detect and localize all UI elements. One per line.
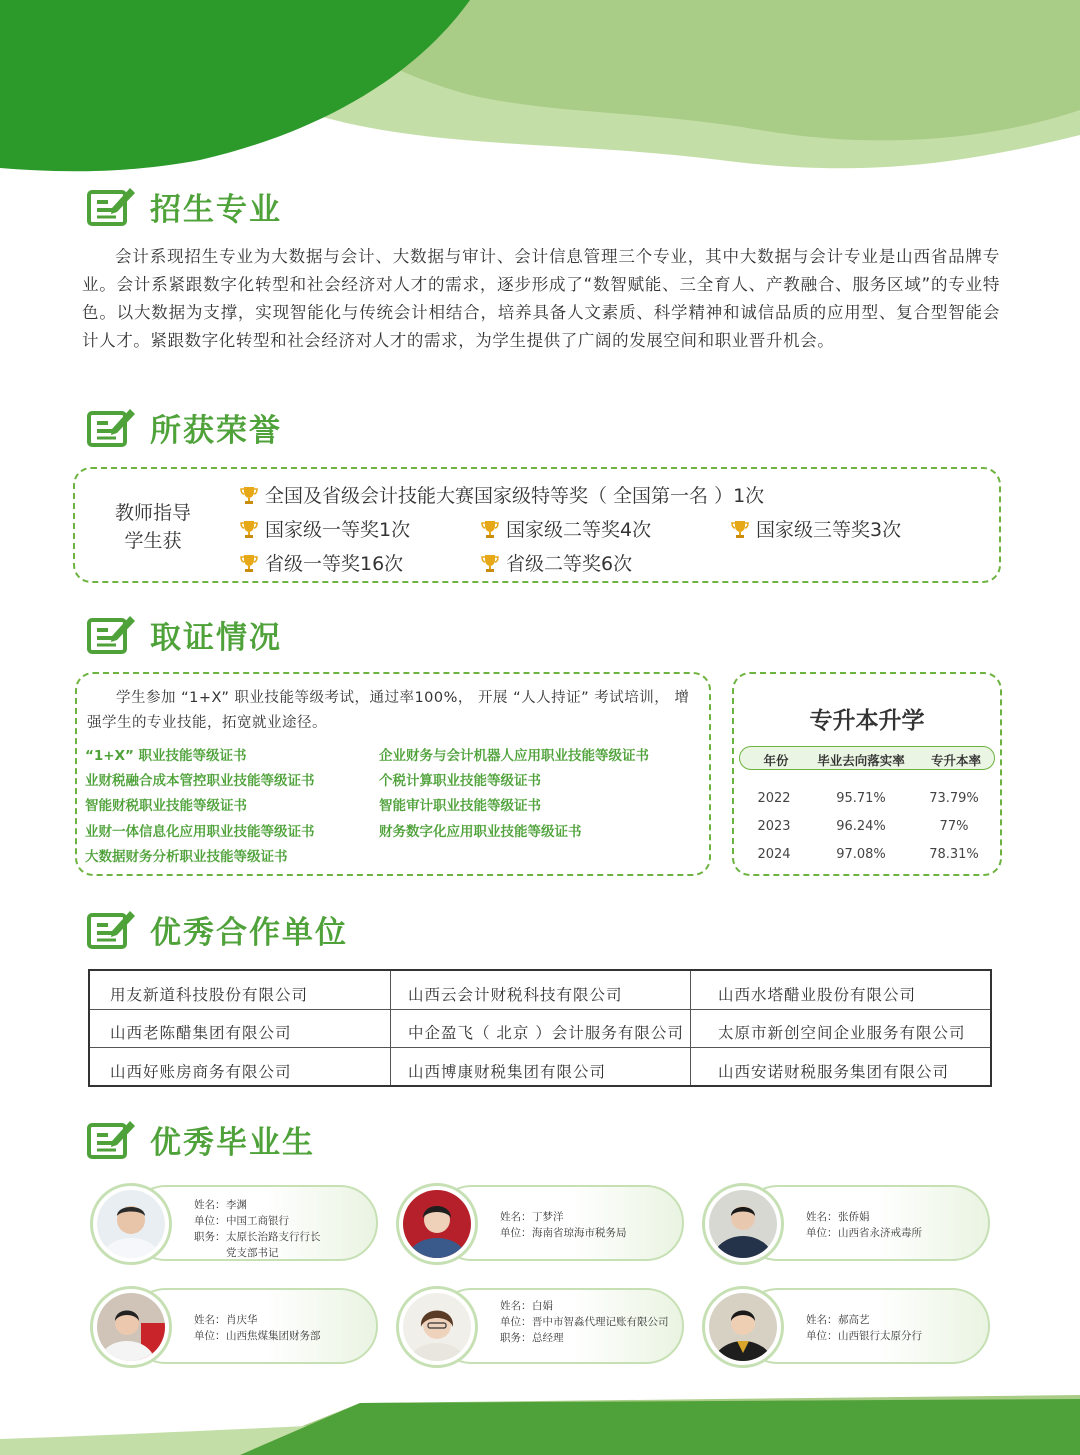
header-employment-rate: 毕业去向落实率 <box>817 753 905 768</box>
graduate-name: 张侨娟 <box>838 1211 870 1223</box>
section-title-partners: 优秀合作单位 <box>150 914 348 951</box>
graduate-name: 李渊 <box>226 1199 247 1211</box>
partner-cell: 山西老陈醋集团有限公司 <box>110 1024 292 1042</box>
section-title-honors: 所获荣誉 <box>150 412 282 449</box>
honors-label: 教师指导 学生获 <box>114 502 191 552</box>
certs-box <box>75 672 711 876</box>
graduate-name: 丁梦洋 <box>532 1211 564 1223</box>
upgrade-title: 专升本升学 <box>809 708 925 734</box>
bottom-decoration <box>0 1395 1080 1455</box>
table-cell: 73.79% <box>929 791 979 806</box>
graduate-card <box>702 1286 990 1366</box>
graduate-unit: 晋中市智淼代理记账有限公司 <box>532 1316 669 1328</box>
partners-table <box>88 969 992 1087</box>
graduate-info: 姓名： 李渊 单位： 中国工商银行 职务： 太原长治路支行行长 党支部书记 <box>194 1199 321 1259</box>
graduate-card <box>396 1286 684 1366</box>
partner-cell: 用友新道科技股份有限公司 <box>110 986 309 1004</box>
section-header-majors <box>86 182 282 230</box>
header-year: 年份 <box>763 753 789 768</box>
table-cell: 2023 <box>757 819 791 834</box>
graduate-unit: 山西银行太原分行 <box>838 1330 922 1342</box>
upgrade-box <box>732 672 1002 876</box>
section-header-partners <box>86 905 348 953</box>
partner-cell: 山西安诺财税服务集团有限公司 <box>718 1063 950 1081</box>
graduate-unit: 山西焦煤集团财务部 <box>226 1330 321 1342</box>
graduate-unit: 中国工商银行 <box>226 1215 289 1227</box>
cert-item: 智能财税职业技能等级证书 <box>85 798 247 814</box>
edit-document-icon <box>86 612 136 656</box>
section-title-graduates: 优秀毕业生 <box>150 1124 315 1161</box>
graduate-info: 姓名： 丁梦洋 单位： 海南省琼海市税务局 <box>500 1211 627 1239</box>
trophy-icon <box>239 485 259 505</box>
graduate-info: 姓名： 张侨娟 单位： 山西省永济戒毒所 <box>806 1211 922 1239</box>
graduate-post: 总经理 <box>532 1332 564 1344</box>
graduate-post: 党支部书记 <box>226 1247 279 1259</box>
table-cell: 96.24% <box>836 819 886 834</box>
graduate-card <box>702 1183 990 1263</box>
graduate-name: 肖庆华 <box>226 1314 258 1326</box>
cert-item: 业财一体信息化应用职业技能等级证书 <box>85 824 315 840</box>
partner-cell: 中企盈飞（ 北京 ）会计服务有限公司 <box>408 1024 684 1042</box>
graduate-photo <box>403 1190 471 1258</box>
certs-intro: 学生参加 “1+X” 职业技能等级考试，通过率100%， 开展 “人人持证” 考试培训， 增强学生的专业技能，拓宽就业途径。 <box>87 690 690 731</box>
section-title-certs: 取证情况 <box>150 619 282 656</box>
honor-item: 全国及省级会计技能大赛国家级特等奖（ 全国第一名 ）1次 <box>239 481 764 508</box>
cert-item: 大数据财务分析职业技能等级证书 <box>85 849 288 865</box>
cert-item: 业财税融合成本管控职业技能等级证书 <box>85 773 315 789</box>
graduate-unit: 海南省琼海市税务局 <box>532 1227 627 1239</box>
honor-item: 省级二等奖6次 <box>480 549 632 576</box>
table-cell: 77% <box>939 819 969 834</box>
table-cell: 97.08% <box>836 847 886 862</box>
graduate-photo <box>97 1190 165 1258</box>
honor-item: 国家级一等奖1次 <box>239 515 410 542</box>
cert-item: 个税计算职业技能等级证书 <box>379 773 541 789</box>
trophy-icon <box>239 553 259 573</box>
partner-cell: 山西博康财税集团有限公司 <box>408 1063 607 1081</box>
header-upgrade-rate: 专升本率 <box>930 753 981 768</box>
graduate-card <box>90 1183 378 1263</box>
section-header-graduates <box>86 1115 315 1163</box>
trophy-icon <box>239 519 259 539</box>
trophy-icon <box>730 519 750 539</box>
graduate-info: 姓名： 肖庆华 单位： 山西焦煤集团财务部 <box>194 1314 321 1342</box>
partner-cell: 山西好账房商务有限公司 <box>110 1063 292 1081</box>
majors-intro: 会计系现招生专业为大数据与会计、大数据与审计、会计信息管理三个专业，其中大数据与会计专业是山西省品牌专业。会计系紧跟数字化转型和社会经济对人才的需求，逐步形成了“数智赋能、三全育人、产教融合、服务区域”的专业特色。以大数据为支撑，实现智能化与传统会计相结合，培养具备人文素质、科学精神和诚信品质的应用型、复合型智能会计人才。紧跟数字化转型和社会经济对人才的需求，为学生提供了广阔的发展空间和职业晋升机会。 <box>82 247 1000 350</box>
cert-item: 企业财务与会计机器人应用职业技能等级证书 <box>379 748 649 764</box>
graduate-name: 白娟 <box>532 1300 553 1312</box>
graduate-info: 姓名： 白娟 单位： 晋中市智淼代理记账有限公司 职务： 总经理 <box>500 1300 669 1344</box>
graduate-photo <box>709 1293 777 1361</box>
graduate-card <box>396 1183 684 1263</box>
cert-item: “1+X” 职业技能等级证书 <box>85 748 247 764</box>
honors-box <box>73 467 1001 583</box>
upgrade-table-header <box>739 746 995 770</box>
graduate-info: 姓名： 郝高艺 单位： 山西银行太原分行 <box>806 1314 922 1342</box>
section-header-honors <box>86 403 282 451</box>
cert-item: 财务数字化应用职业技能等级证书 <box>379 824 582 840</box>
honor-item: 国家级二等奖4次 <box>480 515 651 542</box>
edit-document-icon <box>86 907 136 951</box>
edit-document-icon <box>86 405 136 449</box>
table-cell: 2022 <box>757 791 791 806</box>
graduate-photo <box>709 1190 777 1258</box>
section-header-certs <box>86 610 282 658</box>
partner-cell: 山西水塔醋业股份有限公司 <box>718 986 917 1004</box>
honor-item: 省级一等奖16次 <box>239 549 403 576</box>
table-cell: 2024 <box>757 847 791 862</box>
edit-document-icon <box>86 1117 136 1161</box>
graduate-photo <box>403 1293 471 1361</box>
graduate-post: 太原长治路支行行长 <box>226 1231 321 1243</box>
top-decoration <box>0 0 1080 190</box>
graduate-card <box>90 1286 378 1366</box>
graduate-photo <box>97 1293 165 1361</box>
cert-item: 智能审计职业技能等级证书 <box>379 798 541 814</box>
section-title-majors: 招生专业 <box>150 191 282 228</box>
trophy-icon <box>480 553 500 573</box>
table-cell: 95.71% <box>836 791 886 806</box>
edit-document-icon <box>86 184 136 228</box>
graduate-unit: 山西省永济戒毒所 <box>838 1227 922 1239</box>
honor-item: 国家级三等奖3次 <box>730 515 901 542</box>
table-cell: 78.31% <box>929 847 979 862</box>
partner-cell: 山西云会计财税科技有限公司 <box>408 986 623 1004</box>
trophy-icon <box>480 519 500 539</box>
graduate-name: 郝高艺 <box>838 1314 870 1326</box>
partner-cell: 太原市新创空间企业服务有限公司 <box>718 1024 966 1042</box>
